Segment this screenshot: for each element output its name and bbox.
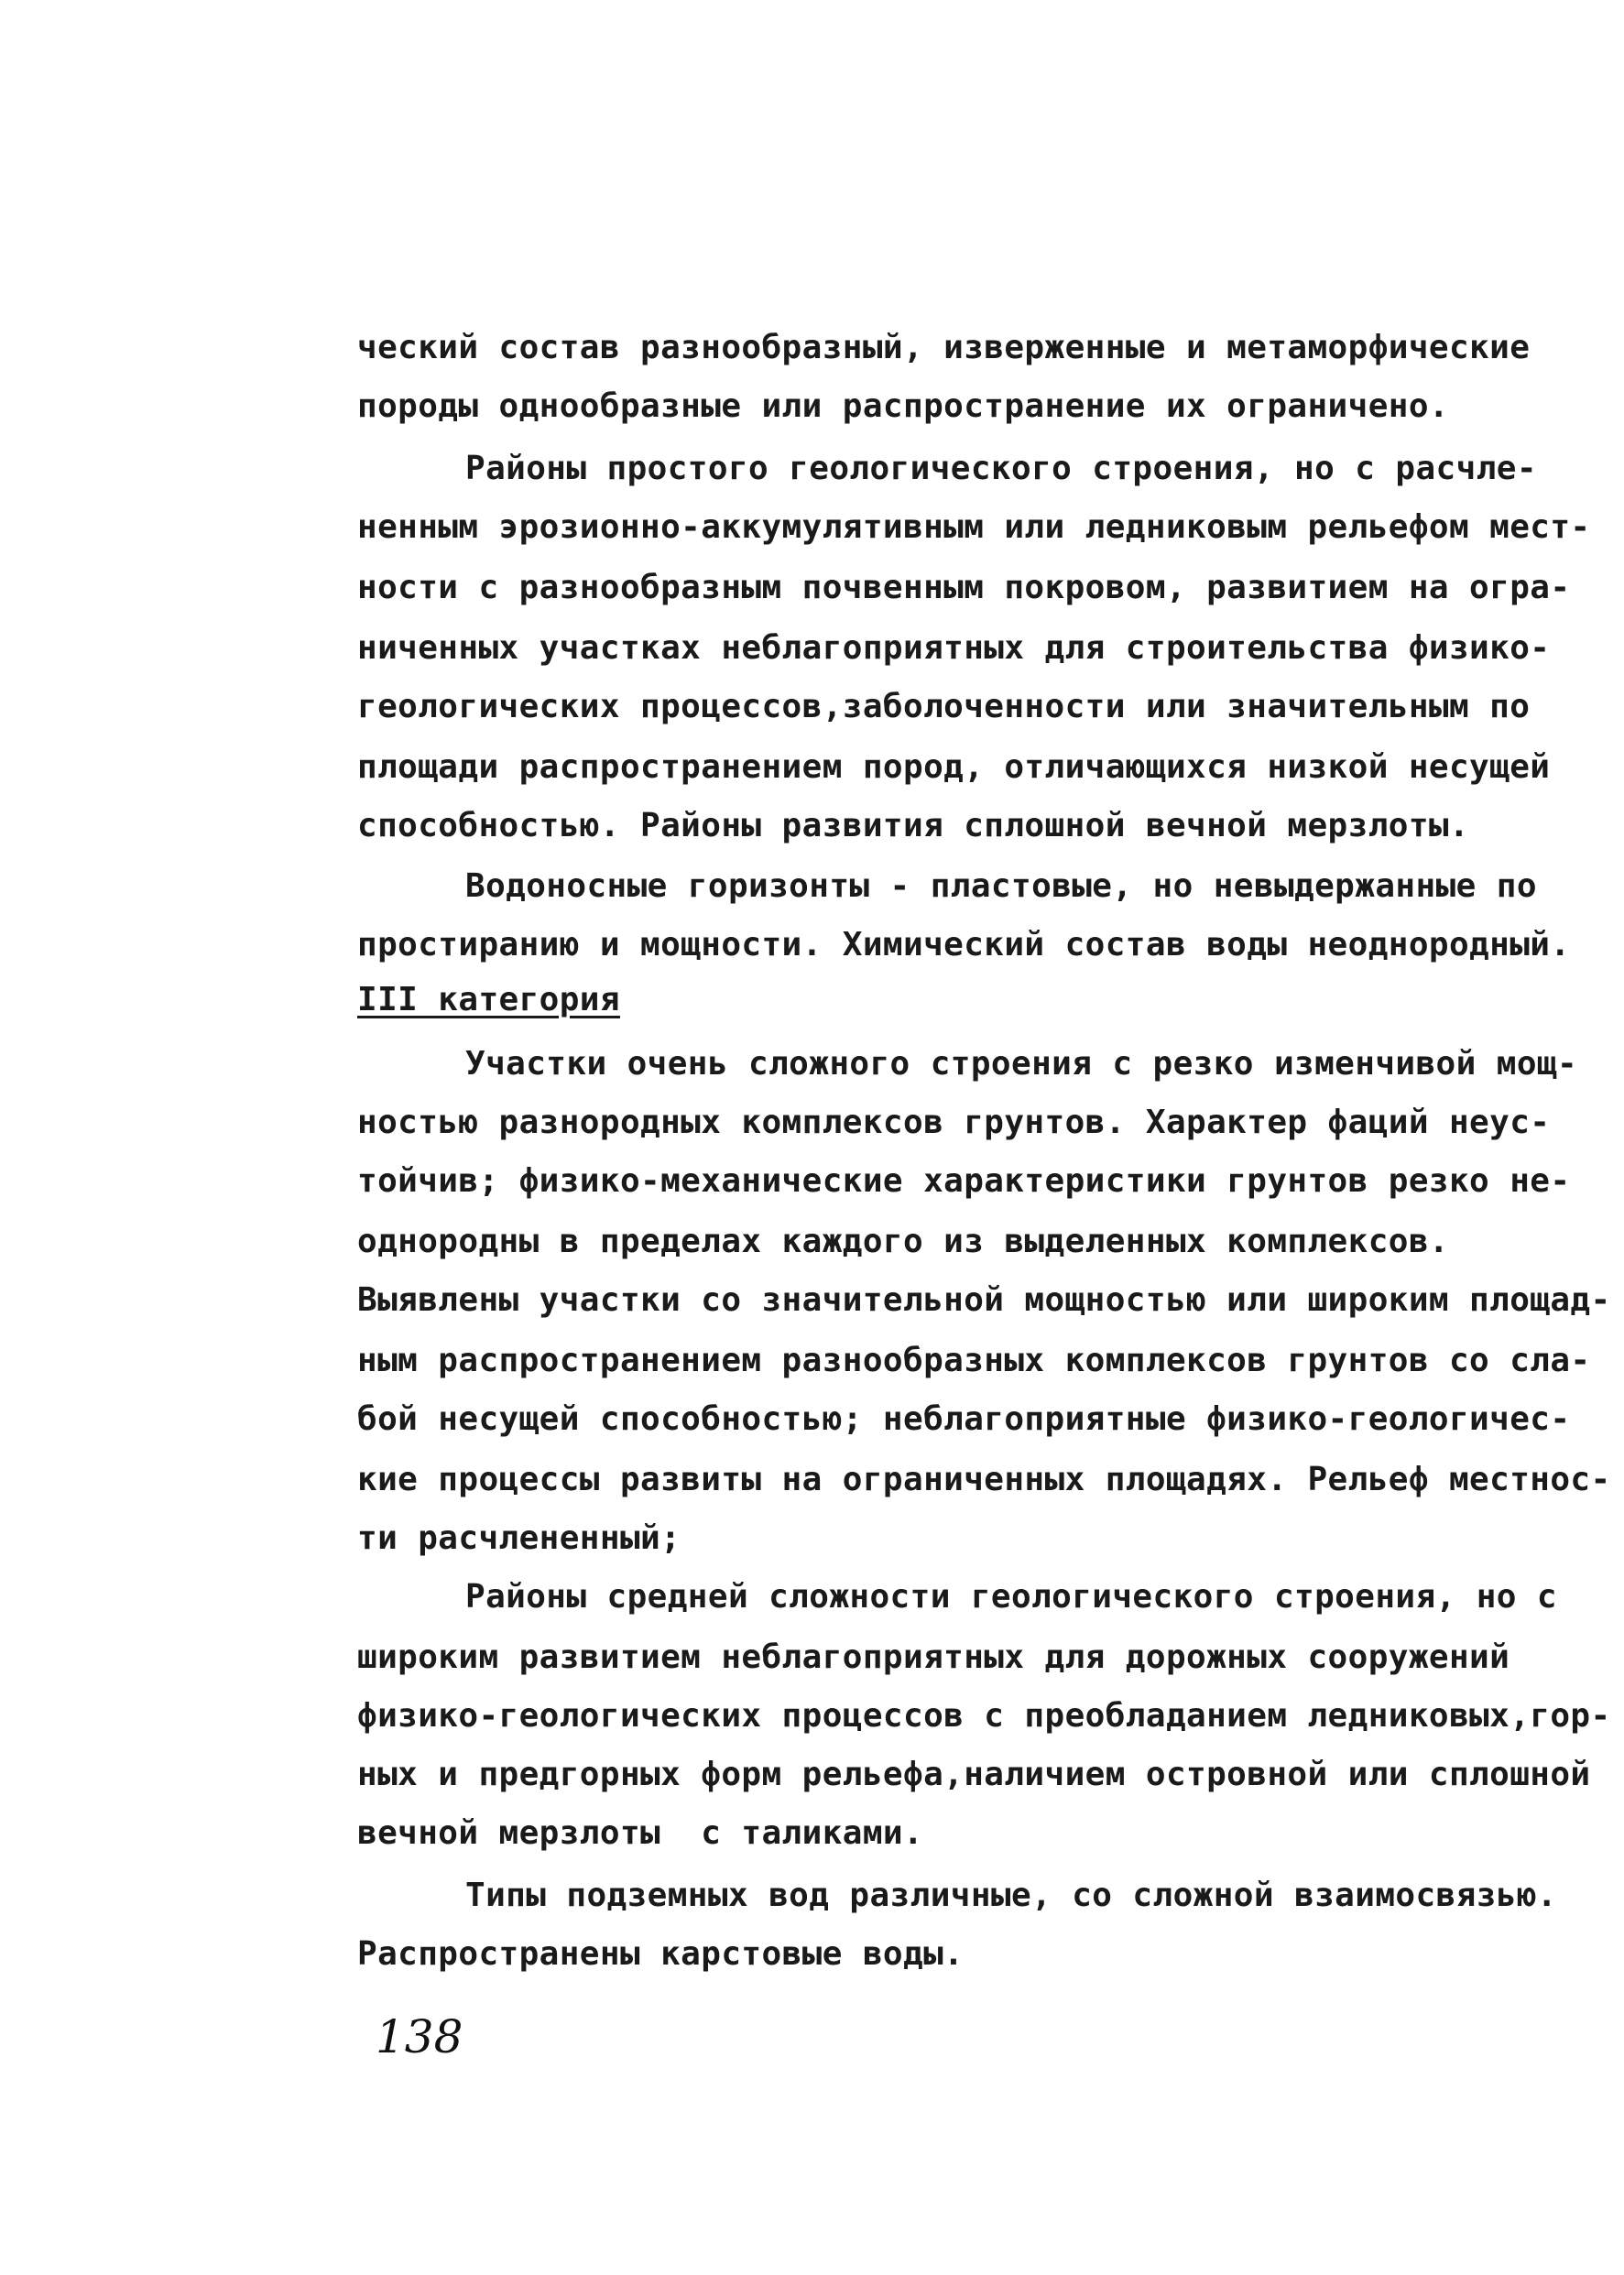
text-line-19: бой несущей способностью; неблагоприятные физико-геологичес- [357,1400,1571,1438]
section-heading: III категория [357,981,620,1018]
text-line-10: Водоносные горизонты - пластовые, но невыдержанные по [465,867,1537,905]
text-line-25: ных и предгорных форм рельефа,наличием островной или сплошной [357,1756,1591,1793]
text-line-4: ненным эрозионно-аккумулятивным или ледниковым рельефом мест- [357,508,1591,546]
text-line-21: ти расчлененный; [357,1519,681,1557]
text-line-26: вечной мерзлоты с таликами. [357,1814,924,1852]
text-line-17: Выявлены участки со значительной мощностью или широким площад- [357,1281,1611,1319]
text-line-27: Типы подземных вод различные, со сложной взаимосвязью. [465,1877,1557,1914]
text-line-6: ниченных участках неблагоприятных для строительства физико- [357,629,1551,667]
text-line-1: ческий состав разнообразный, изверженные и метаморфические [357,329,1531,366]
text-line-28: Распространены карстовые воды. [357,1935,965,1973]
text-line-2: породы однообразные или распространение их ограничено. [357,387,1449,425]
text-line-20: кие процессы развиты на ограниченных площадях. Рельеф местнос- [357,1461,1611,1498]
text-line-13: Участки очень сложного строения с резко изменчивой мощ- [465,1045,1578,1083]
text-line-18: ным распространением разнообразных комплексов грунтов со сла- [357,1342,1591,1379]
text-line-5: ности с разнообразным почвенным покровом, развитием на огра- [357,569,1571,606]
text-line-15: тойчив; физико-механические характеристики грунтов резко не- [357,1162,1571,1200]
text-line-14: ностью разнородных комплексов грунтов. Характер фаций неуc- [357,1104,1551,1141]
text-line-24: физико-геологических процессов с преобладанием ледниковых,гор- [357,1697,1611,1735]
text-line-8: площади распространением пород, отличающихся низкой несущей [357,748,1551,786]
text-line-23: широким развитием неблагоприятных для дорожных сооружений [357,1638,1510,1676]
text-line-11: простиранию и мощности. Химический состав воды неоднородный. [357,926,1571,963]
page-number: 138 [376,2010,463,2063]
text-line-3: Районы простого геологического строения, но с расчле- [465,450,1537,487]
text-line-16: однородны в пределах каждого из выделенных комплексов. [357,1223,1449,1260]
text-line-9: способностью. Районы развития сплошной вечной мерзлоты. [357,807,1470,844]
text-line-7: геологических процессов,заболоченности или значительным по [357,688,1531,725]
text-line-22: Районы средней сложности геологического строения, но с [465,1578,1557,1616]
